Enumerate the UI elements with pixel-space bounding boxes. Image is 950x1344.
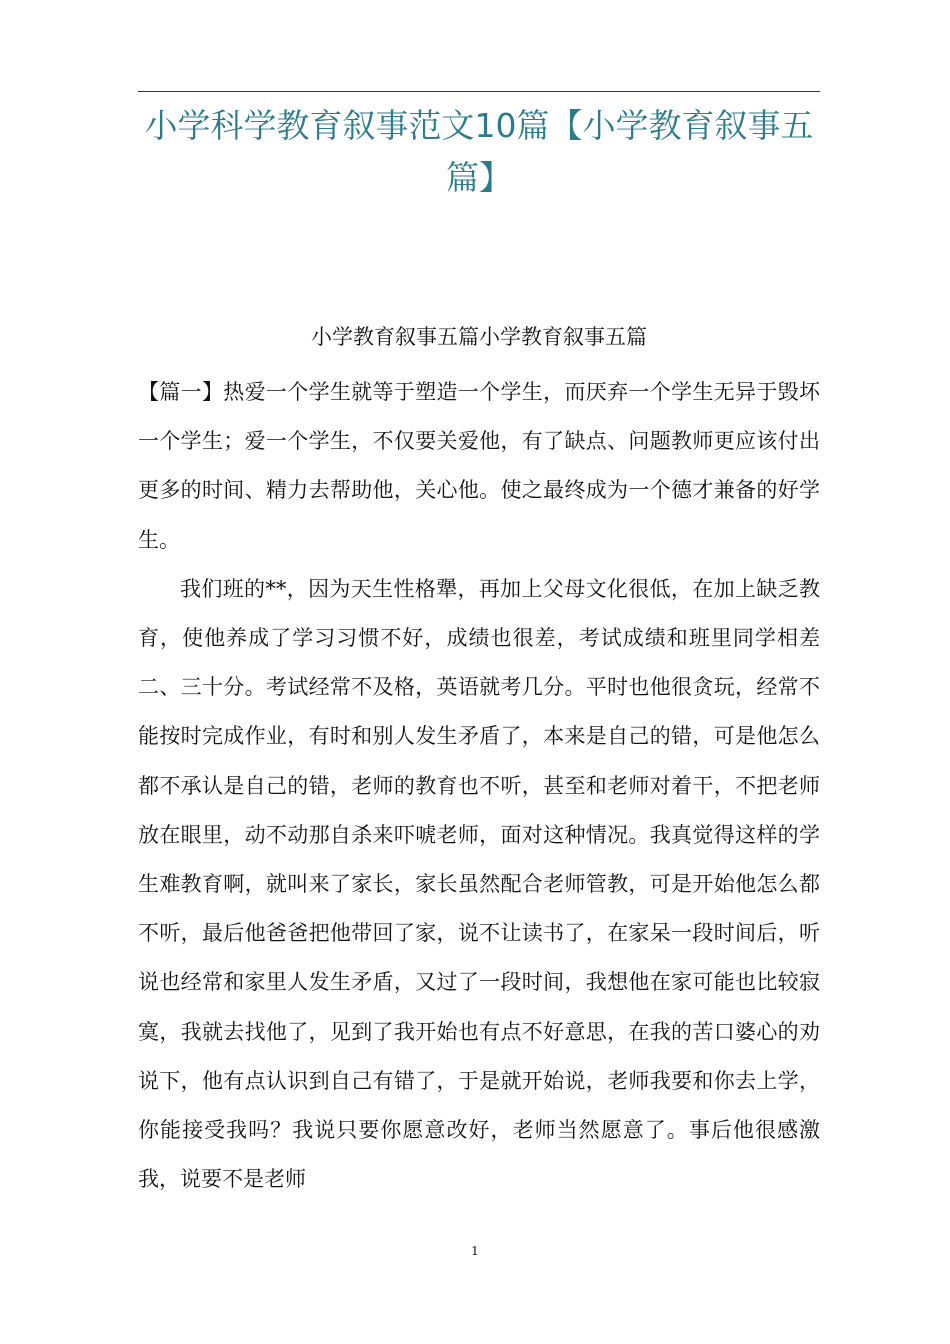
document-subtitle: 小学教育叙事五篇小学教育叙事五篇 [311,325,647,349]
document-body [138,368,820,1204]
paragraph-2: 我们班的**，因为天生性格犟，再加上父母文化很低，在加上缺乏教育，使他养成了学习习惯不好，成绩也很差，考试成绩和班里同学相差二、三十分。考试经常不及格，英语就考几分。平时也他很贪玩，经常不能按时完成作业，有时和别人发生矛盾了，本来是自己的错，可是他怎么都不承认是自己的错，老师的教育也不听，甚至和老师对着干，不把老师放在眼里，动不动那自杀来吓唬老师，面对这种情况。我真觉得这样的学生难教育啊，就叫来了家长，家长虽然配合老师管教，可是开始他怎么都不听，最后他爸爸把他带回了家，说不让读书了，在家呆一段时间后，听说也经常和家里人发生矛盾，又过了一段时间，我想他在家可能也比较寂寞，我就去找他了，见到了我开始也有点不好意思，在我的苦口婆心的劝说下，他有点认识到自己有错了，于是就开始说，老师我要和你去上学，你能接受我吗？我说只要你愿意改好，老师当然愿意了。事后他很感激我，说要不是老师 [138,576,820,1192]
document-title: 小学科学教育叙事范文10篇【小学教育叙事五篇】 [144,106,814,197]
header-rule [138,91,820,92]
paragraph-1: 【篇一】热爱一个学生就等于塑造一个学生，而厌弃一个学生无异于毁坏一个学生；爱一个学生，不仅要关爱他，有了缺点、问题教师更应该付出更多的时间、精力去帮助他，关心他。使之最终成为一个德才兼备的好学生。 [138,380,820,552]
page-number: 1 [471,1244,479,1258]
